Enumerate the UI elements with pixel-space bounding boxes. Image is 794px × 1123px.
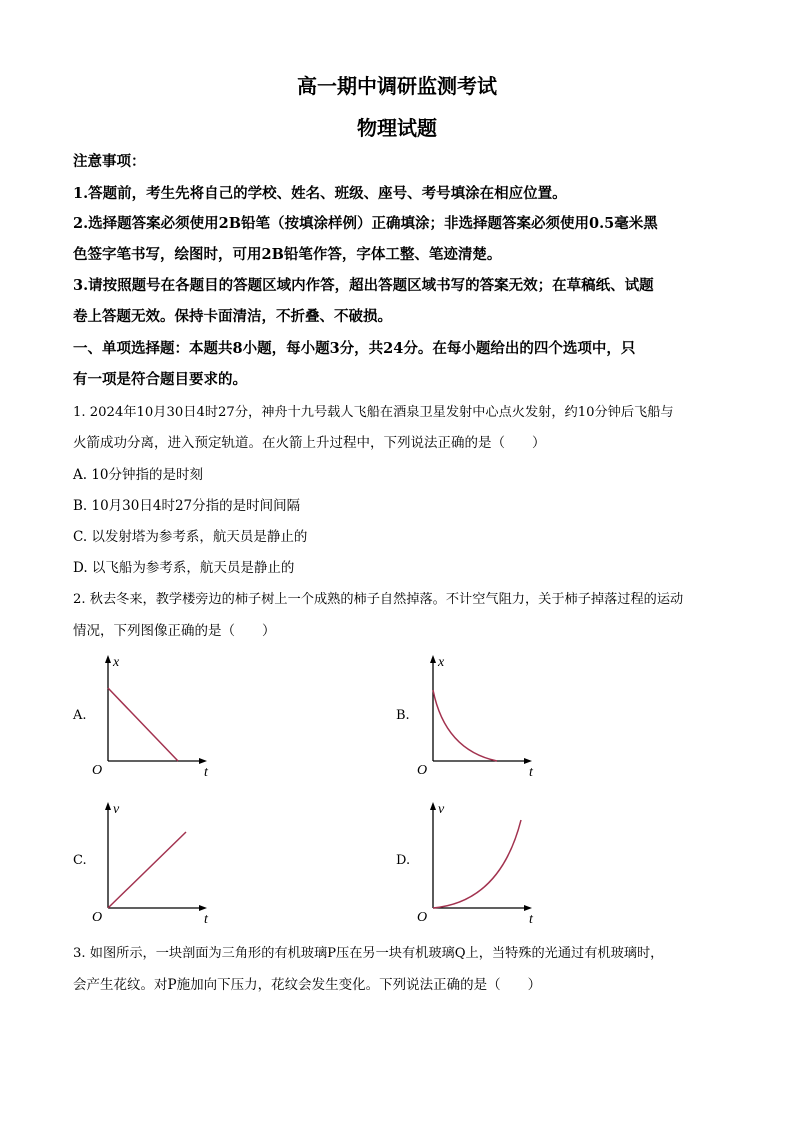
y-axis-label: v bbox=[438, 802, 445, 817]
q2-graph-c bbox=[90, 797, 220, 927]
q2-stem-cont: 情况，下列图像正确的是（ ） bbox=[73, 623, 276, 639]
x-axis-arrow bbox=[199, 905, 207, 911]
graph-d-curve bbox=[433, 820, 521, 908]
origin-label: O bbox=[417, 763, 428, 778]
notice-item-3-cont: 卷上答题无效。保持卡面清洁，不折叠、不破损。 bbox=[73, 308, 392, 325]
notice-item-2: 2.选择题答案必须使用2B铅笔（按填涂样例）正确填涂；非选择题答案必须使用0.5毫米黑 bbox=[73, 215, 658, 232]
q3-stem-cont: 会产生花纹。对P施加向下压力，花纹会发生变化。下列说法正确的是（ ） bbox=[73, 977, 542, 993]
y-axis-label: x bbox=[113, 655, 120, 670]
q1-stem: 1. 2024年10月30日4时27分，神舟十九号载人飞船在酒泉卫星发射中心点火发射，约10分钟后飞船与 bbox=[73, 405, 674, 420]
notice-item-1: 1.答题前，考生先将自己的学校、姓名、班级、座号、考号填涂在相应位置。 bbox=[73, 185, 567, 202]
notice-item-3: 3.请按照题号在各题目的答题区域内作答，超出答题区域书写的答案无效；在草稿纸、试题 bbox=[73, 277, 654, 294]
section-heading: 一、单项选择题：本题共8小题，每小题3分，共24分。在每小题给出的四个选项中，只 bbox=[73, 340, 636, 357]
y-axis-arrow bbox=[105, 802, 111, 810]
q2-graph-d bbox=[415, 797, 545, 927]
graph-b-curve bbox=[433, 690, 497, 761]
y-axis-arrow bbox=[430, 802, 436, 810]
graph-a-line bbox=[108, 688, 178, 761]
q2-option-d-label: D. bbox=[396, 853, 411, 868]
y-axis-label: v bbox=[113, 802, 120, 817]
x-axis-arrow bbox=[524, 758, 532, 764]
q1-stem-cont: 火箭成功分离，进入预定轨道。在火箭上升过程中，下列说法正确的是（ ） bbox=[73, 435, 546, 451]
y-axis-arrow bbox=[105, 655, 111, 663]
q1-option-d: D. 以飞船为参考系，航天员是静止的 bbox=[73, 560, 295, 576]
q2-stem: 2. 秋去冬来，教学楼旁边的柿子树上一个成熟的柿子自然掉落。不计空气阻力，关于柿子掉落过程的运动 bbox=[73, 592, 684, 607]
x-axis-label: t bbox=[204, 765, 208, 780]
q3-stem: 3. 如图所示，一块剖面为三角形的有机玻璃P压在另一块有机玻璃Q上，当特殊的光通过有机玻璃时， bbox=[73, 946, 664, 961]
exam-title: 高一期中调研监测考试 bbox=[297, 74, 497, 98]
graph-c-line bbox=[108, 832, 186, 908]
x-axis-label: t bbox=[529, 912, 533, 927]
x-axis-label: t bbox=[529, 765, 533, 780]
notice-item-2-cont: 色签字笔书写，绘图时，可用2B铅笔作答，字体工整、笔迹清楚。 bbox=[73, 246, 502, 263]
exam-subtitle: 物理试题 bbox=[357, 116, 437, 140]
q2-option-c-label: C. bbox=[73, 853, 87, 868]
y-axis-arrow bbox=[430, 655, 436, 663]
q1-option-c: C. 以发射塔为参考系，航天员是静止的 bbox=[73, 529, 308, 545]
q2-option-b-label: B. bbox=[396, 708, 410, 723]
x-axis-arrow bbox=[199, 758, 207, 764]
q2-graph-a bbox=[90, 650, 220, 780]
y-axis-label: x bbox=[438, 655, 445, 670]
origin-label: O bbox=[92, 910, 103, 925]
q2-graph-b bbox=[415, 650, 545, 780]
x-axis-label: t bbox=[204, 912, 208, 927]
q1-option-b: B. 10月30日4时27分指的是时间间隔 bbox=[73, 498, 301, 514]
x-axis-arrow bbox=[524, 905, 532, 911]
section-heading-cont: 有一项是符合题目要求的。 bbox=[73, 371, 247, 388]
notice-heading: 注意事项： bbox=[73, 153, 146, 170]
q2-option-a-label: A. bbox=[73, 708, 87, 723]
origin-label: O bbox=[417, 910, 428, 925]
q1-option-a: A. 10分钟指的是时刻 bbox=[73, 467, 204, 483]
origin-label: O bbox=[92, 763, 103, 778]
